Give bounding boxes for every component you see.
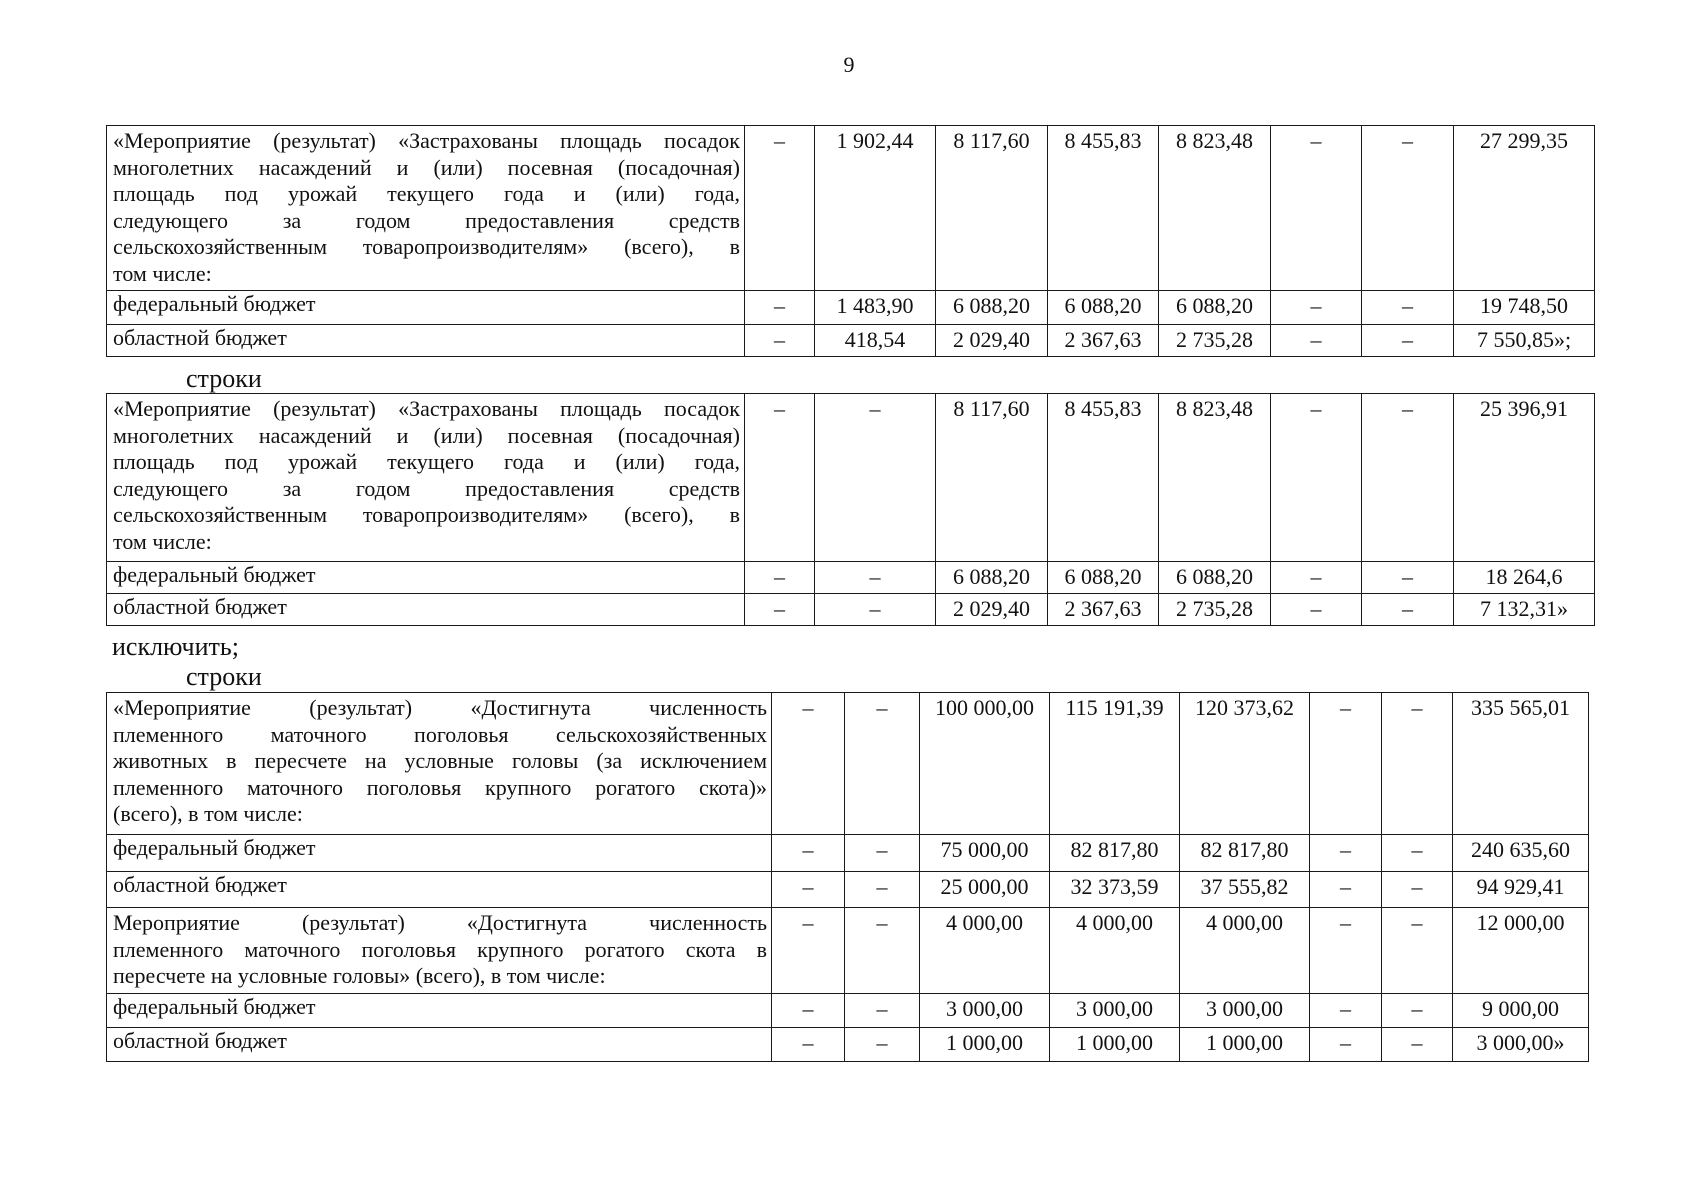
- value-cell: 8 823,48: [1159, 126, 1271, 291]
- table-3: [106, 692, 1589, 1062]
- page-number: 9: [843, 52, 855, 77]
- description-cell: «Мероприятие (результат) «Достигнута численность племенного маточного поголовья сельскохозяйственных животных в пересчете на условные головы (за исключением племенного маточного поголовья крупного рогатого скота)» (всего), в том числе:: [107, 693, 772, 835]
- value-cell: –: [845, 908, 920, 994]
- value-cell: 82 817,80: [1050, 835, 1180, 872]
- value-cell: 7 132,31»: [1454, 594, 1595, 626]
- table-2: [106, 393, 1595, 626]
- value-cell: 6 088,20: [1159, 562, 1271, 594]
- value-cell: 27 299,35: [1454, 126, 1595, 291]
- value-cell: –: [745, 325, 815, 357]
- description-cell: «Мероприятие (результат) «Застрахованы площадь посадок многолетних насаждений и (или) посевная (посадочная) площадь под урожай текущего года и (или) года, следующего за годом предоставления средств сельскохозяйственным товаропроизводителям» (всего), в том числе:: [107, 126, 745, 291]
- value-cell: –: [745, 291, 815, 325]
- value-cell: –: [745, 394, 815, 562]
- value-cell: –: [772, 994, 845, 1028]
- value-cell: 120 373,62: [1180, 693, 1310, 835]
- row-label: федеральный бюджет: [107, 562, 745, 594]
- table-row: [107, 562, 1595, 594]
- value-cell: –: [1271, 325, 1362, 357]
- value-cell: –: [1310, 908, 1382, 994]
- value-cell: –: [815, 394, 936, 562]
- value-cell: 100 000,00: [920, 693, 1050, 835]
- value-cell: 418,54: [815, 325, 936, 357]
- value-cell: 25 396,91: [1454, 394, 1595, 562]
- value-cell: –: [772, 1028, 845, 1062]
- value-cell: –: [1382, 693, 1453, 835]
- value-cell: 6 088,20: [1048, 562, 1159, 594]
- value-cell: –: [1271, 562, 1362, 594]
- value-cell: 8 117,60: [936, 394, 1048, 562]
- value-cell: 82 817,80: [1180, 835, 1310, 872]
- value-cell: –: [745, 126, 815, 291]
- value-cell: 32 373,59: [1050, 872, 1180, 908]
- value-cell: –: [1310, 994, 1382, 1028]
- value-cell: 1 000,00: [1050, 1028, 1180, 1062]
- row-label: федеральный бюджет: [107, 835, 772, 872]
- value-cell: 4 000,00: [920, 908, 1050, 994]
- value-cell: 240 635,60: [1453, 835, 1589, 872]
- value-cell: 1 902,44: [815, 126, 936, 291]
- table-row: [107, 325, 1595, 357]
- value-cell: 37 555,82: [1180, 872, 1310, 908]
- value-cell: –: [1382, 1028, 1453, 1062]
- row-label: областной бюджет: [107, 872, 772, 908]
- table-row: [107, 1028, 1589, 1062]
- description-cell: «Мероприятие (результат) «Застрахованы площадь посадок многолетних насаждений и (или) посевная (посадочная) площадь под урожай текущего года и (или) года, следующего за годом предоставления средств сельскохозяйственным товаропроизводителям» (всего), в том числе:: [107, 394, 745, 562]
- table-row: [107, 394, 1595, 562]
- value-cell: –: [845, 1028, 920, 1062]
- value-cell: –: [1362, 562, 1454, 594]
- table-row: [107, 291, 1595, 325]
- value-cell: 3 000,00: [1050, 994, 1180, 1028]
- table-row: [107, 594, 1595, 626]
- value-cell: 4 000,00: [1050, 908, 1180, 994]
- value-cell: 115 191,39: [1050, 693, 1180, 835]
- value-cell: –: [1382, 908, 1453, 994]
- value-cell: –: [845, 872, 920, 908]
- value-cell: –: [1310, 1028, 1382, 1062]
- value-cell: –: [1382, 835, 1453, 872]
- row-label: областной бюджет: [107, 594, 745, 626]
- value-cell: –: [1362, 594, 1454, 626]
- caption-rows: строки: [186, 662, 262, 691]
- value-cell: 8 823,48: [1159, 394, 1271, 562]
- row-label: областной бюджет: [107, 325, 745, 357]
- value-cell: –: [772, 835, 845, 872]
- value-cell: 18 264,6: [1454, 562, 1595, 594]
- value-cell: –: [1362, 325, 1454, 357]
- value-cell: –: [772, 908, 845, 994]
- value-cell: 4 000,00: [1180, 908, 1310, 994]
- value-cell: 6 088,20: [1048, 291, 1159, 325]
- value-cell: 3 000,00: [920, 994, 1050, 1028]
- row-label: федеральный бюджет: [107, 291, 745, 325]
- row-label: областной бюджет: [107, 1028, 772, 1062]
- value-cell: –: [1271, 394, 1362, 562]
- value-cell: –: [745, 562, 815, 594]
- value-cell: 2 367,63: [1048, 325, 1159, 357]
- value-cell: –: [1271, 126, 1362, 291]
- value-cell: 6 088,20: [936, 562, 1048, 594]
- value-cell: –: [815, 562, 936, 594]
- value-cell: 25 000,00: [920, 872, 1050, 908]
- value-cell: –: [772, 872, 845, 908]
- table-row: [107, 908, 1589, 994]
- value-cell: 8 117,60: [936, 126, 1048, 291]
- value-cell: –: [1271, 594, 1362, 626]
- value-cell: –: [1310, 693, 1382, 835]
- row-label: федеральный бюджет: [107, 994, 772, 1028]
- value-cell: –: [845, 994, 920, 1028]
- value-cell: 9 000,00: [1453, 994, 1589, 1028]
- value-cell: 335 565,01: [1453, 693, 1589, 835]
- table-row: [107, 994, 1589, 1028]
- value-cell: 1 483,90: [815, 291, 936, 325]
- value-cell: –: [1382, 872, 1453, 908]
- value-cell: –: [772, 693, 845, 835]
- value-cell: 7 550,85»;: [1454, 325, 1595, 357]
- table-row: [107, 872, 1589, 908]
- value-cell: –: [1362, 126, 1454, 291]
- table-row: [107, 126, 1595, 291]
- value-cell: 2 735,28: [1159, 594, 1271, 626]
- value-cell: –: [1310, 835, 1382, 872]
- value-cell: –: [1382, 994, 1453, 1028]
- table-row: [107, 835, 1589, 872]
- table-row: [107, 693, 1589, 835]
- value-cell: 2 029,40: [936, 325, 1048, 357]
- value-cell: 75 000,00: [920, 835, 1050, 872]
- value-cell: 6 088,20: [936, 291, 1048, 325]
- value-cell: –: [1271, 291, 1362, 325]
- value-cell: 8 455,83: [1048, 394, 1159, 562]
- caption-rows: строки: [186, 364, 262, 393]
- value-cell: –: [845, 693, 920, 835]
- value-cell: 12 000,00: [1453, 908, 1589, 994]
- value-cell: 2 029,40: [936, 594, 1048, 626]
- value-cell: 94 929,41: [1453, 872, 1589, 908]
- value-cell: 2 735,28: [1159, 325, 1271, 357]
- value-cell: 2 367,63: [1048, 594, 1159, 626]
- value-cell: 1 000,00: [1180, 1028, 1310, 1062]
- description-cell: Мероприятие (результат) «Достигнута численность племенного маточного поголовья крупного рогатого скота в пересчете на условные головы» (всего), в том числе:: [107, 908, 772, 994]
- value-cell: –: [845, 835, 920, 872]
- table-1: [106, 125, 1595, 357]
- value-cell: –: [1362, 291, 1454, 325]
- caption-exclude: исключить;: [112, 632, 239, 661]
- value-cell: 3 000,00: [1180, 994, 1310, 1028]
- value-cell: –: [1310, 872, 1382, 908]
- value-cell: 3 000,00»: [1453, 1028, 1589, 1062]
- value-cell: 6 088,20: [1159, 291, 1271, 325]
- value-cell: 19 748,50: [1454, 291, 1595, 325]
- value-cell: 1 000,00: [920, 1028, 1050, 1062]
- value-cell: –: [745, 594, 815, 626]
- value-cell: –: [815, 594, 936, 626]
- value-cell: 8 455,83: [1048, 126, 1159, 291]
- value-cell: –: [1362, 394, 1454, 562]
